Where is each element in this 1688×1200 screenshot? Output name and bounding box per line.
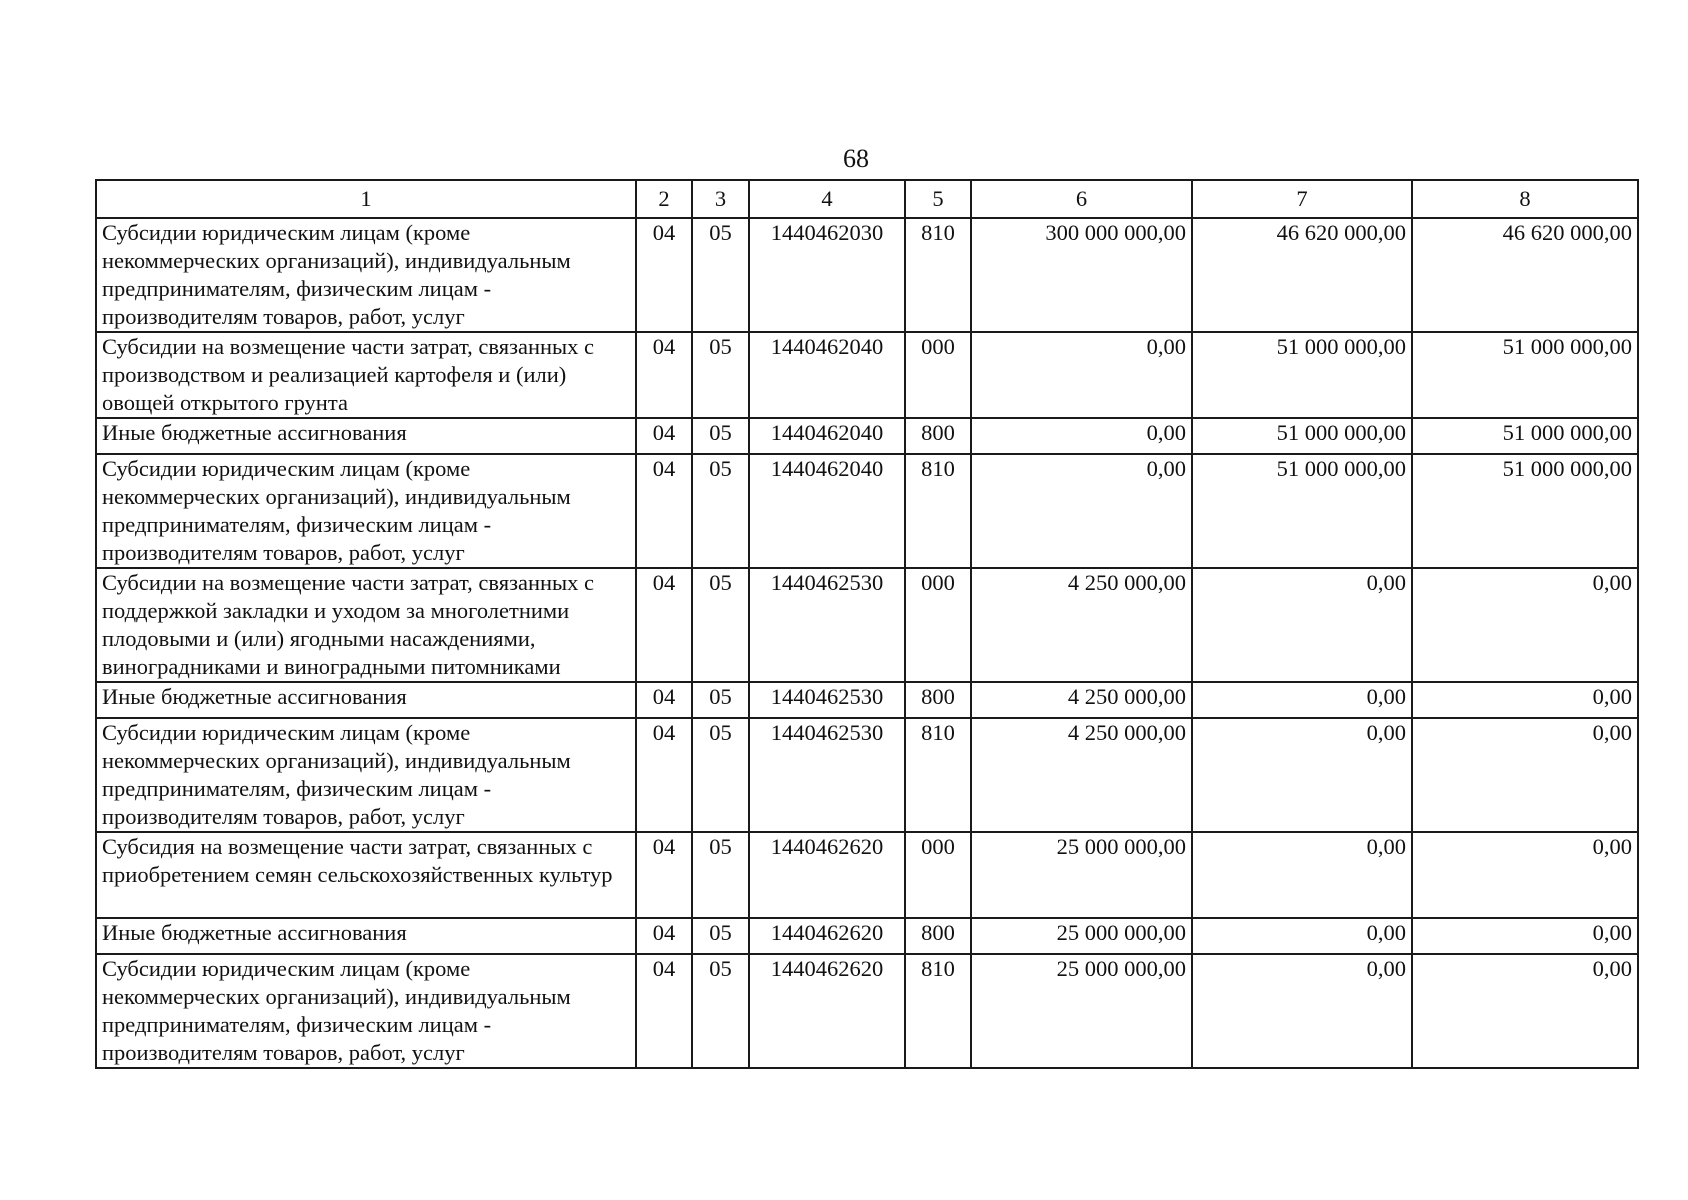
expense-type-code: 810 [905,718,971,832]
row-name: Субсидии на возмещение части затрат, связанных с поддержкой закладки и уходом за многолетними плодовыми и (или) ягодными насаждениями, виноградниками и виноградными питомниками [96,568,636,682]
amount-col-8: 0,00 [1412,918,1638,954]
section-code: 04 [636,954,692,1068]
section-code: 04 [636,454,692,568]
expense-type-code: 800 [905,418,971,454]
column-header: 1 [96,180,636,218]
row-name: Субсидии на возмещение части затрат, связанных с производством и реализацией картофеля и (или) овощей открытого грунта [96,332,636,418]
expense-type-code: 810 [905,954,971,1068]
amount-col-6: 0,00 [971,332,1192,418]
column-header: 4 [749,180,905,218]
column-header: 7 [1192,180,1412,218]
amount-col-8: 46 620 000,00 [1412,218,1638,332]
subsection-code: 05 [692,332,749,418]
expense-type-code: 810 [905,454,971,568]
amount-col-7: 0,00 [1192,568,1412,682]
amount-col-6: 25 000 000,00 [971,954,1192,1068]
amount-col-6: 4 250 000,00 [971,718,1192,832]
table-row [96,568,1638,682]
amount-col-8: 0,00 [1412,718,1638,832]
target-article-code: 1440462620 [749,954,905,1068]
column-header: 5 [905,180,971,218]
table-row [96,682,1638,718]
row-name: Субсидии юридическим лицам (кроме некоммерческих организаций), индивидуальным предпринимателям, физическим лицам - производителям товаров, работ, услуг [96,718,636,832]
amount-col-6: 300 000 000,00 [971,218,1192,332]
amount-col-6: 0,00 [971,418,1192,454]
expense-type-code: 000 [905,568,971,682]
row-name: Субсидии юридическим лицам (кроме некоммерческих организаций), индивидуальным предпринимателям, физическим лицам - производителям товаров, работ, услуг [96,454,636,568]
subsection-code: 05 [692,218,749,332]
amount-col-7: 46 620 000,00 [1192,218,1412,332]
table-header-row [96,180,1638,218]
amount-col-7: 51 000 000,00 [1192,454,1412,568]
subsection-code: 05 [692,454,749,568]
section-code: 04 [636,682,692,718]
row-name: Субсидия на возмещение части затрат, связанных с приобретением семян сельскохозяйственных культур [96,832,636,918]
section-code: 04 [636,218,692,332]
target-article-code: 1440462530 [749,568,905,682]
amount-col-8: 51 000 000,00 [1412,418,1638,454]
table-row [96,332,1638,418]
amount-col-8: 0,00 [1412,832,1638,918]
section-code: 04 [636,568,692,682]
amount-col-8: 51 000 000,00 [1412,332,1638,418]
table-row [96,718,1638,832]
section-code: 04 [636,418,692,454]
table-row [96,918,1638,954]
target-article-code: 1440462040 [749,454,905,568]
amount-col-7: 0,00 [1192,918,1412,954]
target-article-code: 1440462620 [749,918,905,954]
amount-col-8: 0,00 [1412,682,1638,718]
budget-table [95,179,1639,1069]
amount-col-7: 51 000 000,00 [1192,332,1412,418]
target-article-code: 1440462620 [749,832,905,918]
amount-col-8: 51 000 000,00 [1412,454,1638,568]
subsection-code: 05 [692,918,749,954]
section-code: 04 [636,718,692,832]
table-row [96,454,1638,568]
section-code: 04 [636,332,692,418]
amount-col-7: 0,00 [1192,682,1412,718]
amount-col-6: 25 000 000,00 [971,918,1192,954]
section-code: 04 [636,832,692,918]
section-code: 04 [636,918,692,954]
subsection-code: 05 [692,682,749,718]
amount-col-7: 0,00 [1192,954,1412,1068]
expense-type-code: 800 [905,682,971,718]
amount-col-8: 0,00 [1412,568,1638,682]
expense-type-code: 800 [905,918,971,954]
subsection-code: 05 [692,832,749,918]
row-name: Иные бюджетные ассигнования [96,682,636,718]
expense-type-code: 810 [905,218,971,332]
expense-type-code: 000 [905,332,971,418]
amount-col-7: 0,00 [1192,832,1412,918]
column-header: 6 [971,180,1192,218]
page-number: 68 [843,144,869,173]
row-name: Субсидии юридическим лицам (кроме некоммерческих организаций), индивидуальным предпринимателям, физическим лицам - производителям товаров, работ, услуг [96,218,636,332]
amount-col-6: 0,00 [971,454,1192,568]
table-row [96,218,1638,332]
table-row [96,832,1638,918]
row-name: Иные бюджетные ассигнования [96,918,636,954]
amount-col-7: 51 000 000,00 [1192,418,1412,454]
target-article-code: 1440462030 [749,218,905,332]
column-header: 2 [636,180,692,218]
column-header: 3 [692,180,749,218]
amount-col-8: 0,00 [1412,954,1638,1068]
table-row [96,418,1638,454]
row-name: Иные бюджетные ассигнования [96,418,636,454]
subsection-code: 05 [692,954,749,1068]
subsection-code: 05 [692,568,749,682]
amount-col-6: 25 000 000,00 [971,832,1192,918]
column-header: 8 [1412,180,1638,218]
target-article-code: 1440462040 [749,332,905,418]
amount-col-7: 0,00 [1192,718,1412,832]
expense-type-code: 000 [905,832,971,918]
amount-col-6: 4 250 000,00 [971,682,1192,718]
target-article-code: 1440462040 [749,418,905,454]
table-row [96,954,1638,1068]
target-article-code: 1440462530 [749,682,905,718]
target-article-code: 1440462530 [749,718,905,832]
row-name: Субсидии юридическим лицам (кроме некоммерческих организаций), индивидуальным предпринимателям, физическим лицам - производителям товаров, работ, услуг [96,954,636,1068]
subsection-code: 05 [692,718,749,832]
subsection-code: 05 [692,418,749,454]
amount-col-6: 4 250 000,00 [971,568,1192,682]
